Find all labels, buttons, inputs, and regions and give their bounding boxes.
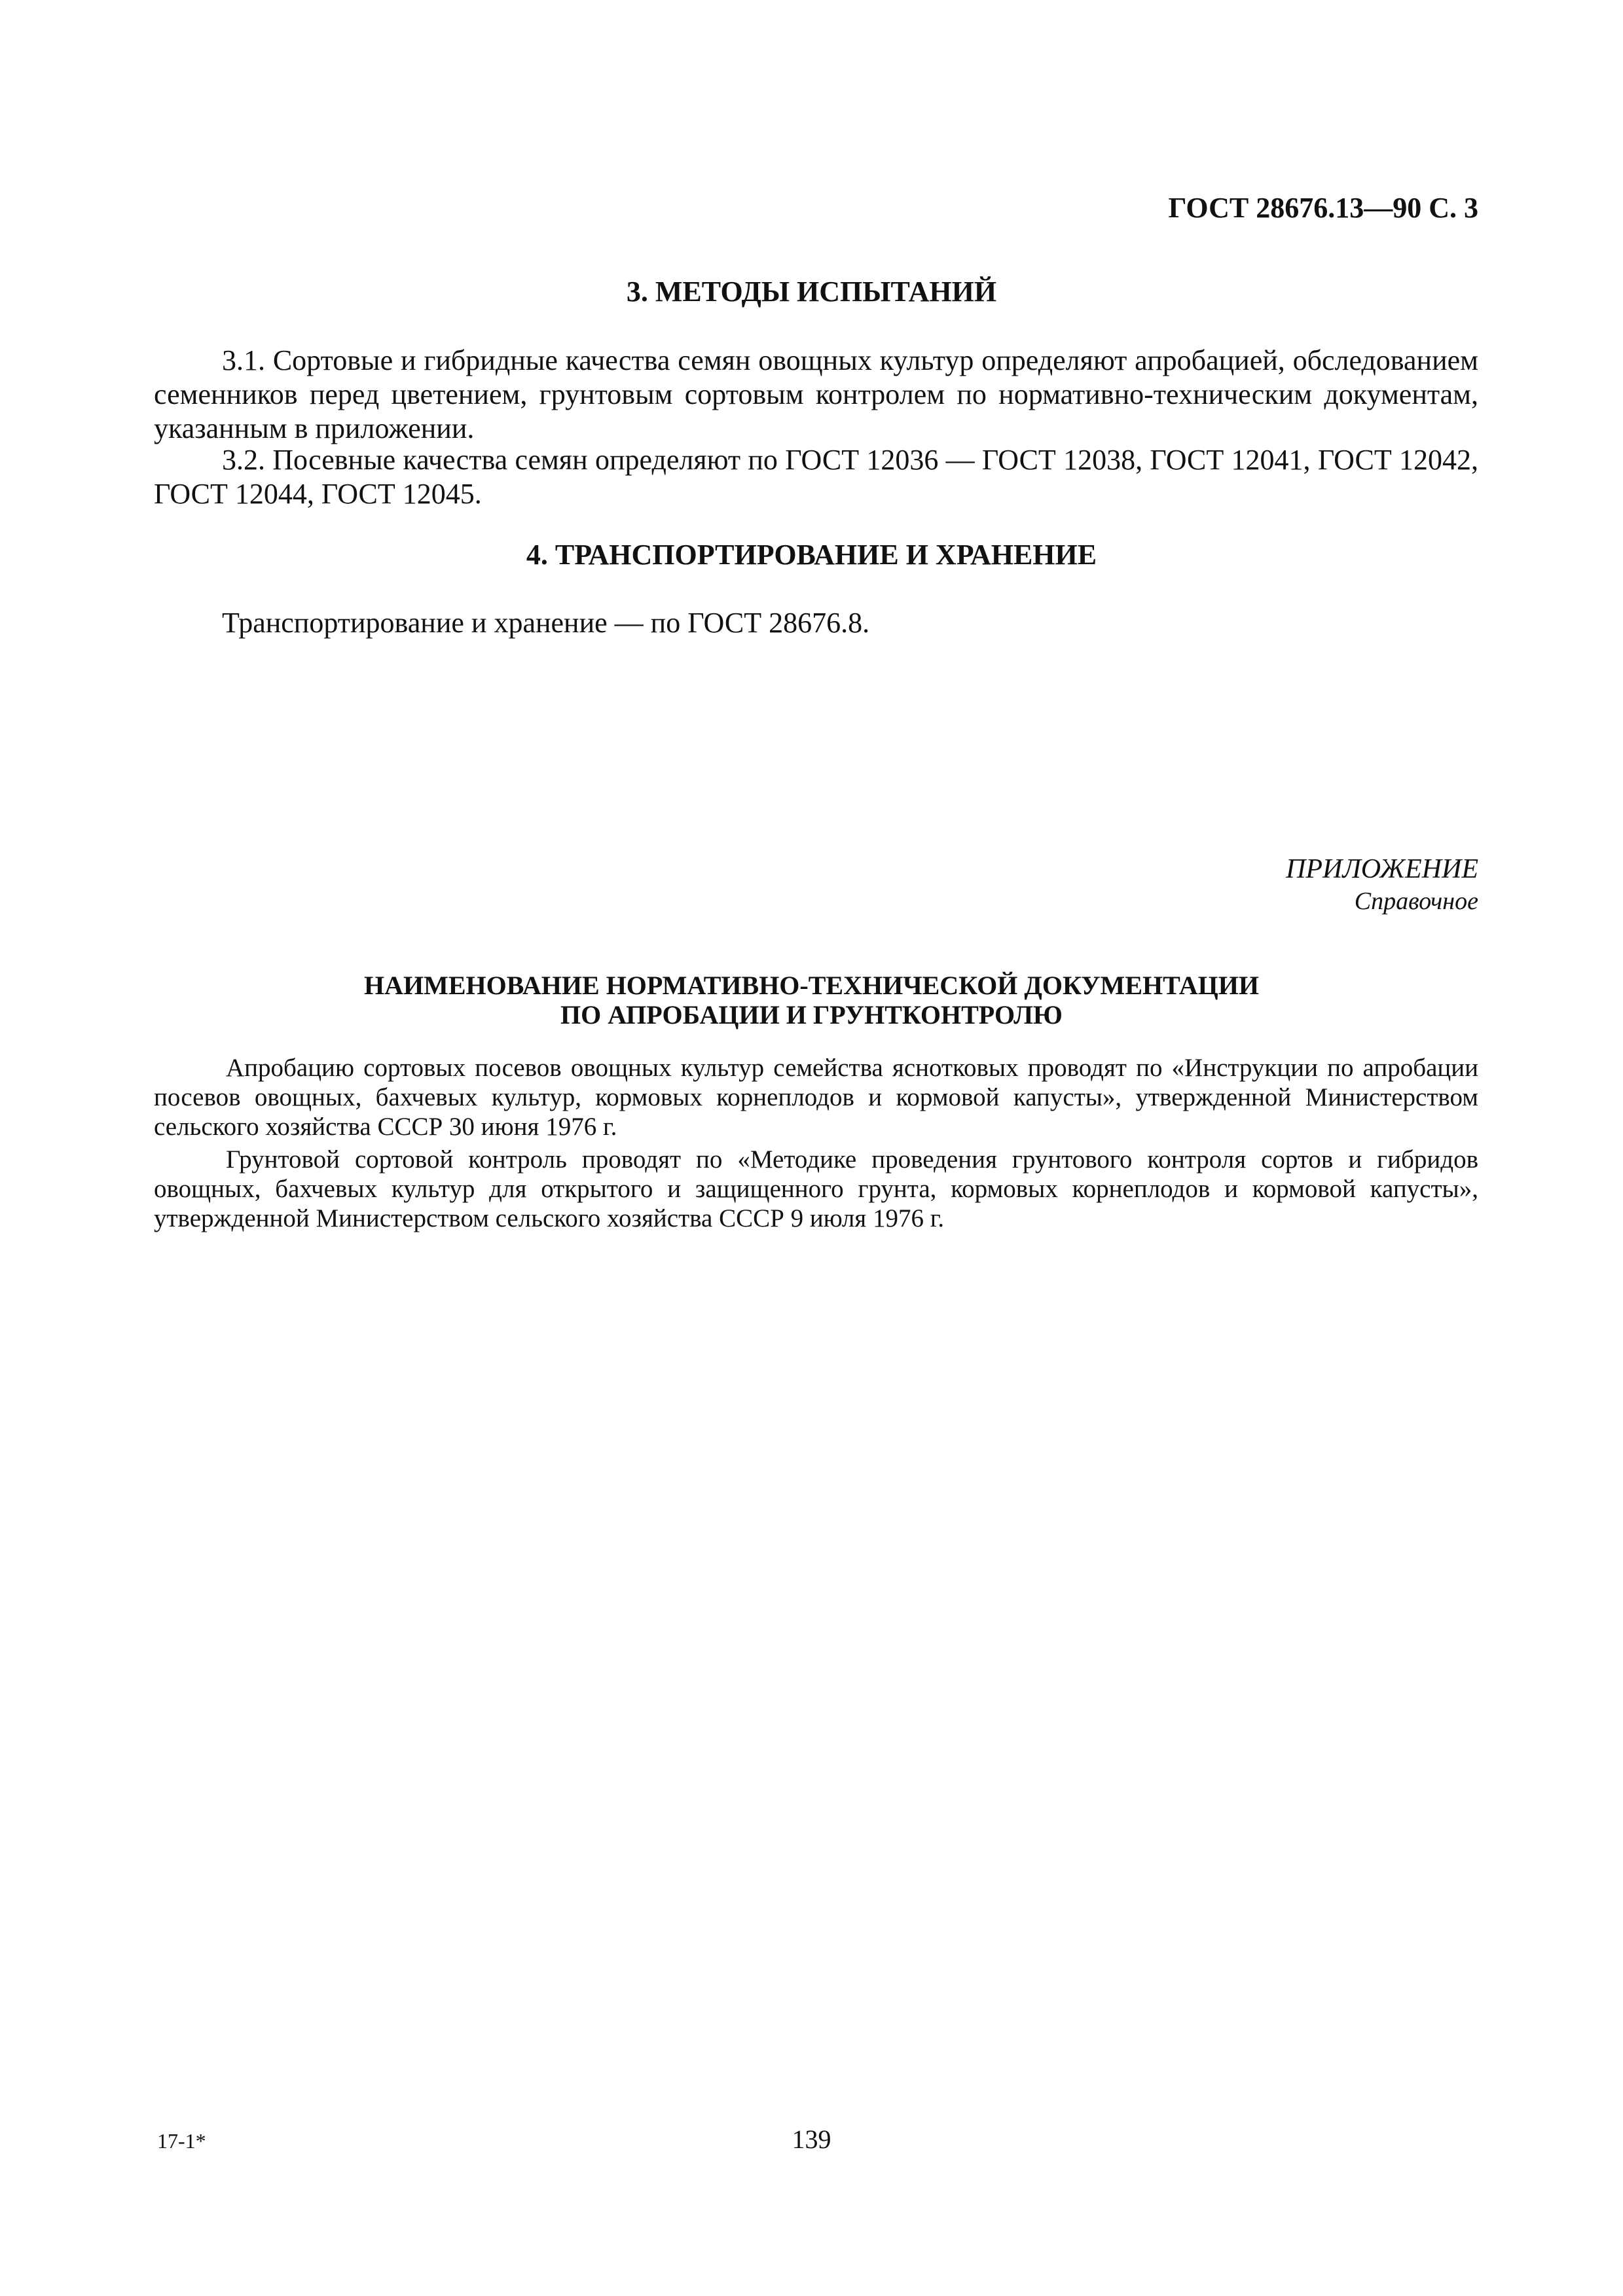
running-header: ГОСТ 28676.13—90 С. 3 — [1168, 192, 1478, 224]
appendix-paragraph-1: Апробацию сортовых посевов овощных культур семейства яснотковых проводят по «Инструкции по апробации посевов овощных, бахчевых культур, кормовых корнеплодов и кормовой капусты», утвержденной Министерством сельского хозяйства СССР 30 июня 1976 г. — [154, 1054, 1478, 1141]
section-4-paragraph: Транспортирование и хранение — по ГОСТ 28676.8. — [222, 607, 870, 639]
section-3-paragraph-1: 3.1. Сортовые и гибридные качества семян овощных культур определяют апробацией, обследованием семенников перед цветением, грунтовым сортовым контролем по нормативно-техническим документам, указанным в приложении. — [154, 344, 1478, 444]
appendix-title-line-1: НАИМЕНОВАНИЕ НОРМАТИВНО-ТЕХНИЧЕСКОЙ ДОКУМЕНТАЦИИ — [363, 971, 1260, 1000]
section-3-heading: 3. МЕТОДЫ ИСПЫТАНИЙ — [626, 276, 997, 308]
appendix-label: ПРИЛОЖЕНИЕ — [1286, 854, 1478, 884]
sheet-mark: 17-1* — [157, 2129, 206, 2153]
appendix-title-line-2: ПО АПРОБАЦИИ И ГРУНТКОНТРОЛЮ — [560, 1000, 1063, 1030]
appendix-sublabel: Справочное — [1354, 888, 1478, 915]
page-number: 139 — [792, 2125, 831, 2154]
section-4-heading: 4. ТРАНСПОРТИРОВАНИЕ И ХРАНЕНИЕ — [526, 539, 1097, 571]
section-3-paragraph-2: 3.2. Посевные качества семян определяют по ГОСТ 12036 — ГОСТ 12038, ГОСТ 12041, ГОСТ 12042, ГОСТ 12044, ГОСТ 12045. — [154, 444, 1478, 510]
appendix-paragraph-2: Грунтовой сортовой контроль проводят по «Методике проведения грунтового контроля сортов и гибридов овощных, бахчевых культур для открытого и защищенного грунта, кормовых корнеплодов и кормовой капусты», утвержденной Министерством сельского хозяйства СССР 9 июля 1976 г. — [154, 1145, 1478, 1232]
